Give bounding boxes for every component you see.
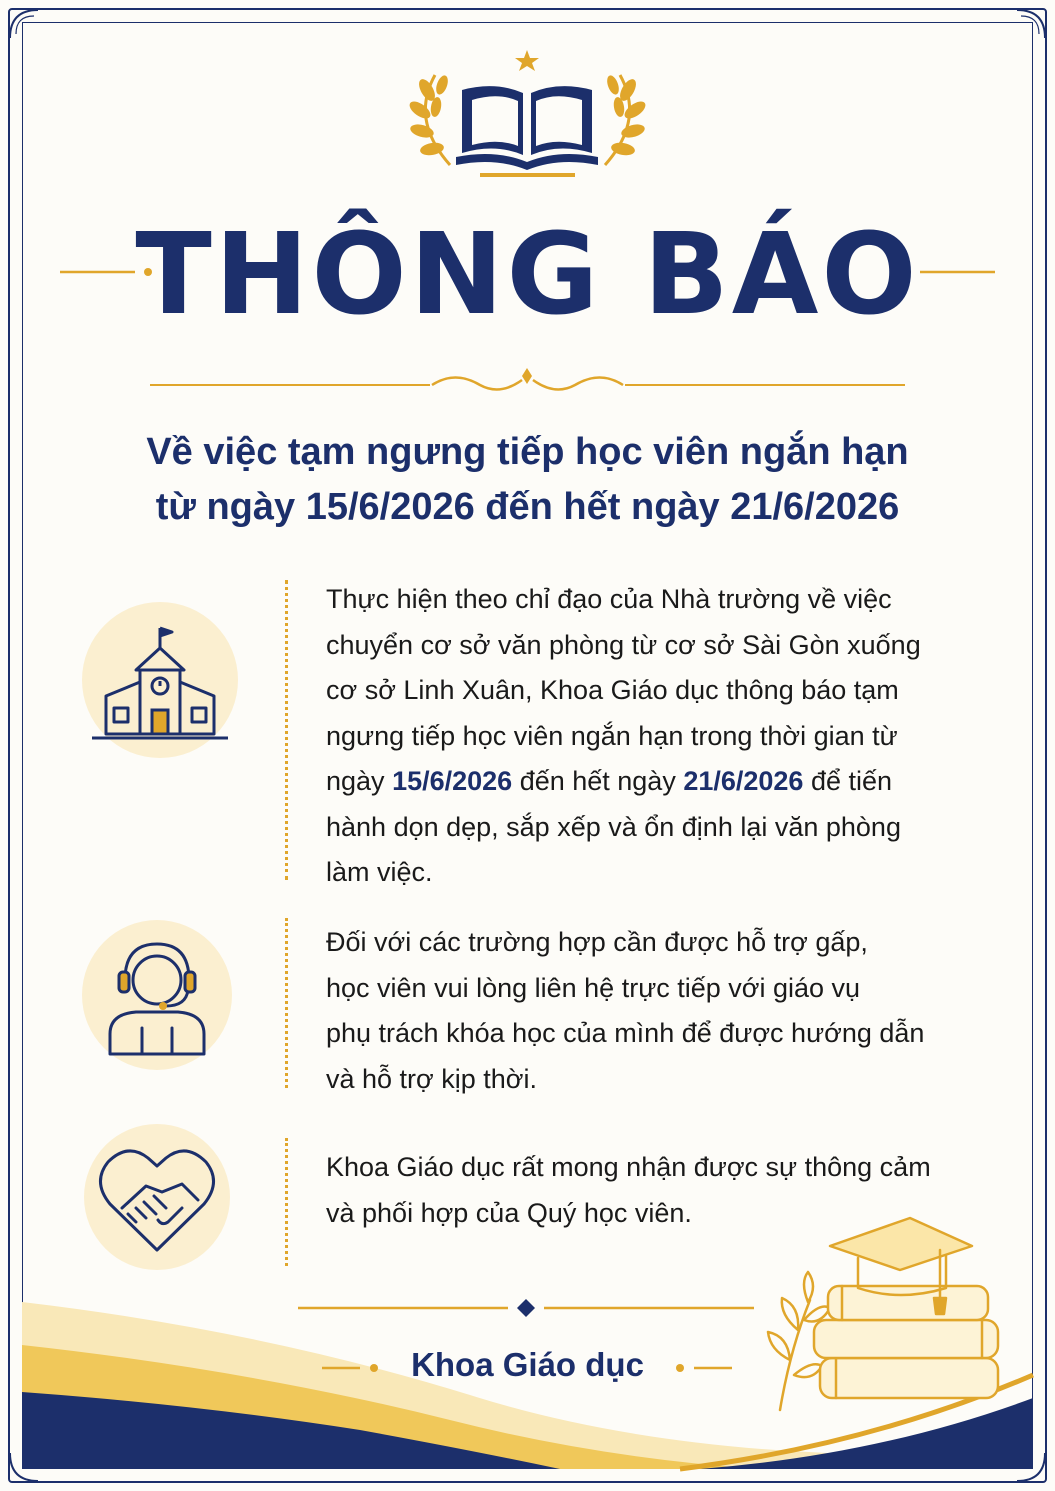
paragraph-2-line-1: Đối với các trường hợp cần được hỗ trợ gấp, <box>326 927 868 957</box>
subtitle-line-1: Về việc tạm ngưng tiếp học viên ngắn hạn <box>146 431 909 473</box>
signature-department: Khoa Giáo dục <box>411 1346 644 1383</box>
paragraph-1-line-1: Thực hiện theo chỉ đạo của Nhà trường về việc <box>326 584 892 614</box>
paragraph-2-line-2: học viên vui lòng liên hệ trực tiếp với giáo vụ <box>326 972 861 1003</box>
line-5-suffix: để tiến <box>803 766 893 796</box>
line-5-middle: đến hết ngày <box>512 766 684 796</box>
paragraph-1-line-6: hành dọn dẹp, sắp xếp và ổn định lại văn phòng <box>326 811 901 842</box>
books-graduation-cap-icon <box>750 1210 1010 1420</box>
paragraph-1-line-7: làm việc. <box>326 857 433 887</box>
subtitle-line-2: từ ngày 15/6/2026 đến hết ngày 21/6/2026 <box>155 486 900 528</box>
paragraph-1-line-3: cơ sở Linh Xuân, Khoa Giáo dục thông báo tạm <box>326 675 899 705</box>
paragraph-1-line-4: ngưng tiếp học viên ngắn hạn trong thời gian từ <box>326 720 898 751</box>
page-title: THÔNG BÁO <box>135 210 920 340</box>
date-start: 15/6/2026 <box>392 766 513 796</box>
paragraph-3-line-2: và phối hợp của Quý học viên. <box>326 1197 692 1228</box>
date-end: 21/6/2026 <box>683 766 804 796</box>
paragraph-2-line-4: và hỗ trợ kịp thời. <box>326 1063 537 1094</box>
line-5-prefix: ngày <box>326 766 393 796</box>
signature-divider-top <box>298 1296 754 1320</box>
paragraph-3-line-1: Khoa Giáo dục rất mong nhận được sự thông cảm <box>326 1152 931 1182</box>
paragraph-1-line-2: chuyển cơ sở văn phòng từ cơ sở Sài Gòn xuống <box>326 629 921 660</box>
paragraph-2-line-3: phụ trách khóa học của mình để được hướng dẫn <box>326 1018 925 1048</box>
